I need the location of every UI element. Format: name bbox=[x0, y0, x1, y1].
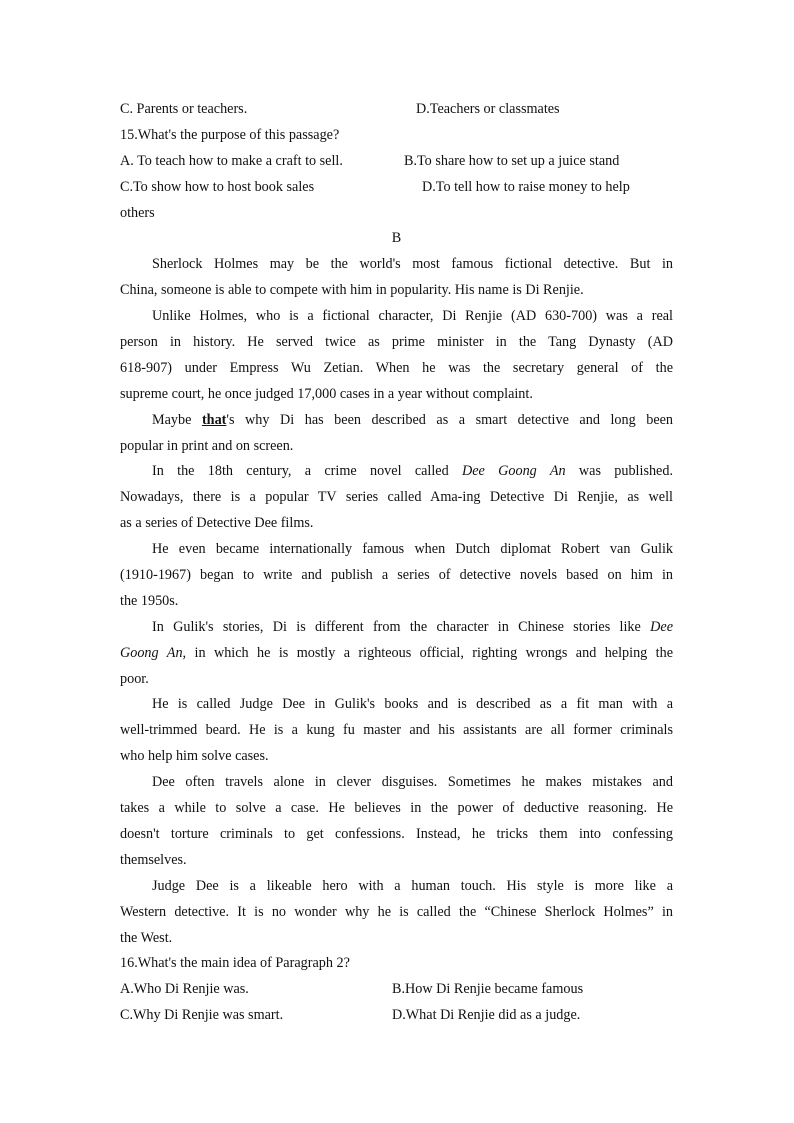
passage-line: takes a while to solve a case. He believes in the power of deductive reasoning. He bbox=[120, 800, 673, 817]
passage-line: Judge Dee is a likeable hero with a human touch. His style is more like a bbox=[152, 877, 673, 894]
passage-line: doesn't torture criminals to get confessions. Instead, he tricks them into confessing bbox=[120, 825, 673, 842]
q15-options-row-2 bbox=[120, 175, 673, 201]
passage-line bbox=[120, 459, 673, 485]
passage-line: Nowadays, there is a popular TV series called Ama-ing Detective Di Renjie, as well bbox=[120, 489, 673, 506]
q16-options-row-1 bbox=[120, 977, 673, 1003]
q15-option-d-continued: others bbox=[120, 204, 155, 221]
passage-line: Dee often travels alone in clever disguises. Sometimes he makes mistakes and bbox=[152, 774, 673, 791]
q16-options-row-2 bbox=[120, 1003, 673, 1029]
passage-line: who help him solve cases. bbox=[120, 748, 269, 765]
q15-options-row-1 bbox=[120, 149, 673, 175]
passage-line: Western detective. It is no wonder why he is called the “Chinese Sherlock Holmes” in bbox=[120, 903, 673, 920]
novel-title: Dee Goong An bbox=[462, 463, 566, 480]
passage-line: He even became internationally famous when Dutch diplomat Robert van Gulik bbox=[152, 541, 673, 558]
passage-line: China, someone is able to compete with him in popularity. His name is Di Renjie. bbox=[120, 282, 584, 299]
passage-text: Maybe bbox=[152, 411, 202, 428]
passage-line: (1910-1967) began to write and publish a series of detective novels based on him in bbox=[120, 567, 673, 584]
passage-line: popular in print and on screen. bbox=[120, 437, 294, 454]
passage-line: Unlike Holmes, who is a fictional character, Di Renjie (AD 630-700) was a real bbox=[152, 308, 673, 325]
q15-option-a[interactable]: A. To teach how to make a craft to sell. bbox=[120, 152, 343, 169]
passage-line: 618-907) under Empress Wu Zetian. When he was the secretary general of the bbox=[120, 359, 673, 376]
passage-line: He is called Judge Dee in Gulik's books and is described as a fit man with a bbox=[152, 696, 673, 713]
q16-option-d[interactable]: D.What Di Renjie did as a judge. bbox=[392, 1007, 581, 1024]
q16-option-b[interactable]: B.How Di Renjie became famous bbox=[392, 981, 584, 998]
passage-text: was published. bbox=[565, 463, 673, 480]
passage-text: In Gulik's stories, Di is different from the character in Chinese stories like bbox=[152, 618, 651, 635]
passage-line: themselves. bbox=[120, 851, 187, 868]
passage-line: poor. bbox=[120, 670, 149, 687]
novel-title: Goong An, bbox=[120, 644, 187, 661]
q15-option-d[interactable]: D.To tell how to raise money to help bbox=[422, 178, 630, 195]
passage-text: In the 18th century, a crime novel called bbox=[152, 463, 462, 480]
passage-line: as a series of Detective Dee films. bbox=[120, 515, 314, 532]
q16-option-c[interactable]: C.Why Di Renjie was smart. bbox=[120, 1007, 284, 1024]
passage-line: supreme court, he once judged 17,000 cases in a year without complaint. bbox=[120, 385, 533, 402]
q16-option-a[interactable]: A.Who Di Renjie was. bbox=[120, 981, 249, 998]
passage-text: in which he is mostly a righteous official, righting wrongs and helping the bbox=[186, 644, 673, 661]
passage bbox=[120, 252, 673, 951]
worksheet-page bbox=[120, 97, 673, 1029]
passage-line: person in history. He served twice as prime minister in the Tang Dynasty (AD bbox=[120, 334, 673, 351]
q14-option-d[interactable]: D.Teachers or classmates bbox=[416, 101, 560, 117]
q14-options-row bbox=[120, 97, 673, 123]
q15-option-b[interactable]: B.To share how to set up a juice stand bbox=[404, 152, 620, 169]
q16-question: 16.What's the main idea of Paragraph 2? bbox=[120, 955, 350, 972]
passage-line: the West. bbox=[120, 929, 173, 946]
passage-line: Sherlock Holmes may be the world's most famous fictional detective. But in bbox=[152, 256, 673, 273]
section-label: B bbox=[391, 230, 402, 247]
passage-text: 's why Di has been described as a smart detective and long been bbox=[226, 411, 674, 428]
passage-line bbox=[120, 408, 673, 434]
passage-line: the 1950s. bbox=[120, 592, 179, 609]
passage-line bbox=[120, 641, 673, 667]
novel-title: Dee bbox=[650, 618, 673, 635]
q15-option-c[interactable]: C.To show how to host book sales bbox=[120, 178, 315, 195]
passage-line: well-trimmed beard. He is a kung fu master and his assistants are all former criminals bbox=[120, 722, 673, 739]
passage-line bbox=[120, 615, 673, 641]
q14-option-c[interactable]: C. Parents or teachers. bbox=[120, 101, 248, 117]
highlighted-word-that: that bbox=[201, 411, 227, 428]
q15-question: 15.What's the purpose of this passage? bbox=[120, 126, 340, 143]
